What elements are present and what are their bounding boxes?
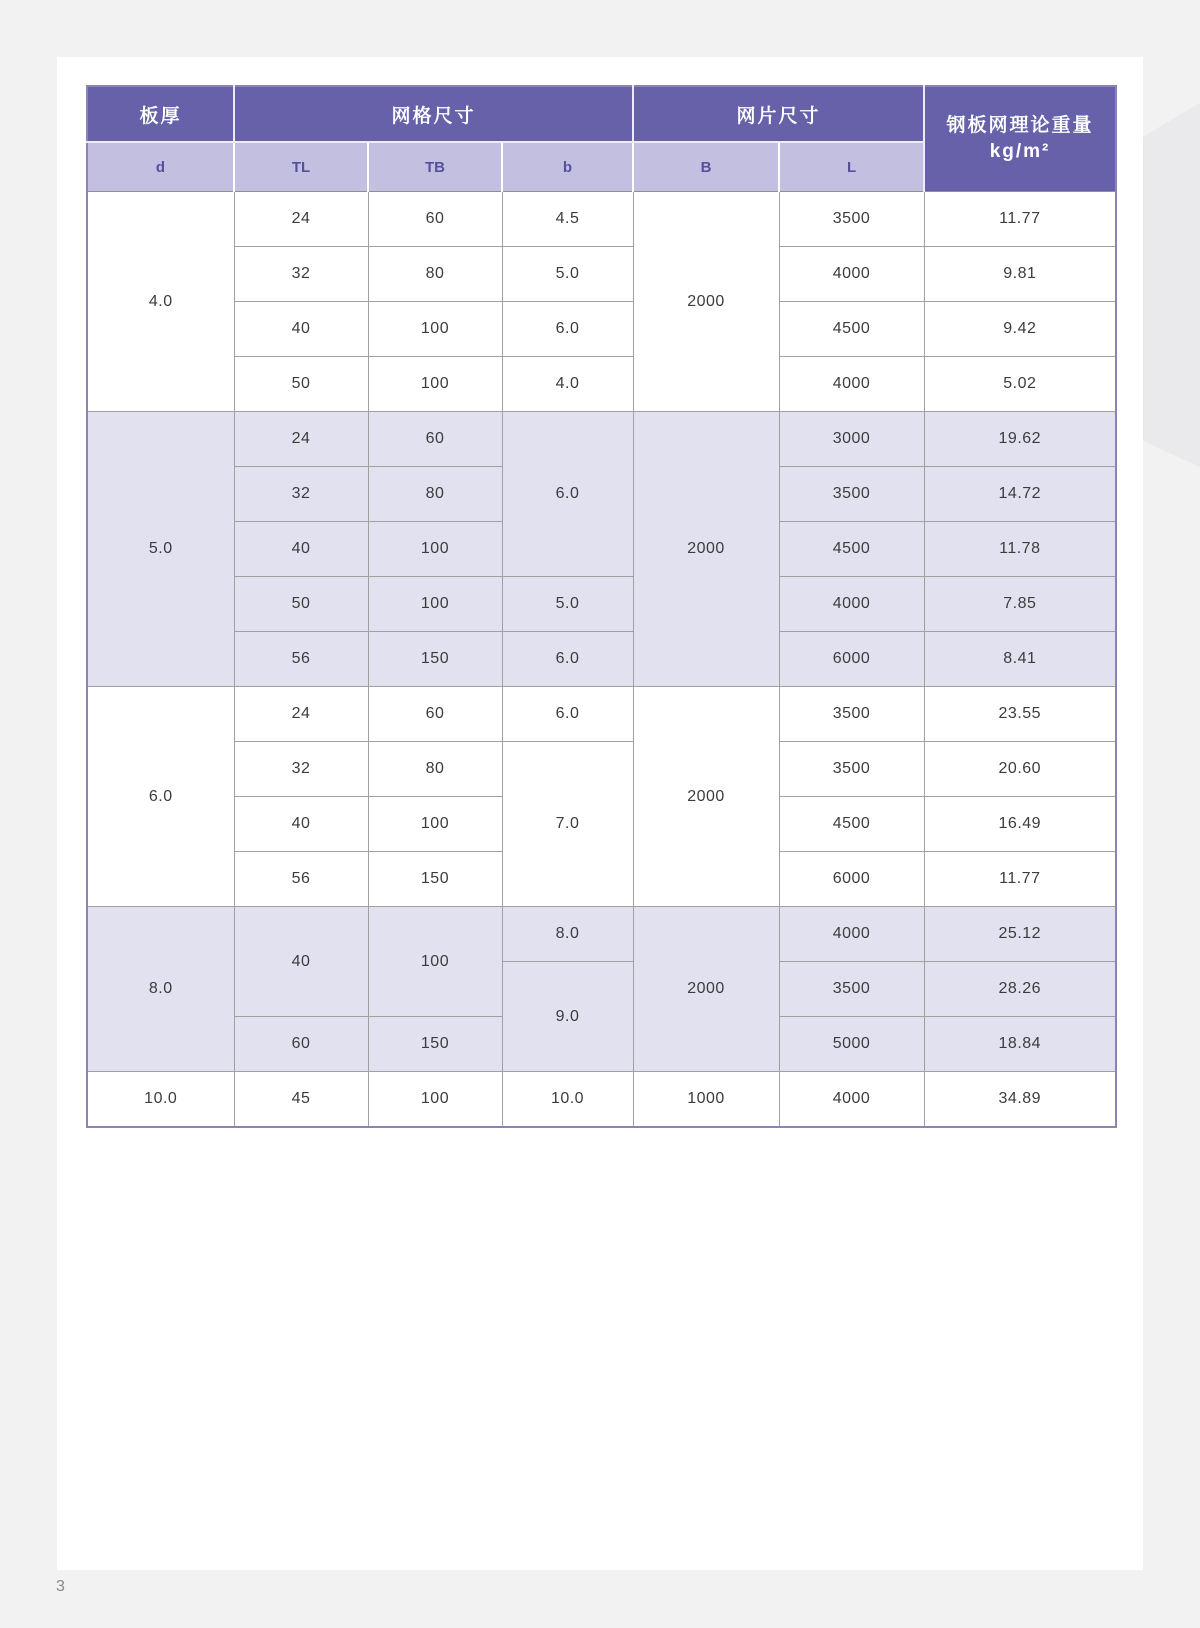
- table-cell: 60: [234, 1017, 368, 1072]
- table-cell: 24: [234, 192, 368, 247]
- table-cell: 4000: [779, 577, 924, 632]
- table-cell: 9.0: [502, 962, 633, 1072]
- table-cell: 40: [234, 522, 368, 577]
- table-cell: 6.0: [502, 412, 633, 577]
- subheader-B: B: [633, 142, 779, 192]
- table-cell: 3500: [779, 467, 924, 522]
- table-cell: 60: [368, 412, 502, 467]
- table-cell: 3500: [779, 742, 924, 797]
- table-cell: 23.55: [924, 687, 1116, 742]
- table-row: [87, 357, 1116, 412]
- table-cell: 5.02: [924, 357, 1116, 412]
- table-cell: 11.77: [924, 192, 1116, 247]
- table-cell: 34.89: [924, 1072, 1116, 1128]
- table-cell: 2000: [633, 412, 779, 687]
- table-cell: 6000: [779, 852, 924, 907]
- spec-table: [86, 85, 1117, 1128]
- table-cell: 3500: [779, 962, 924, 1017]
- table-cell: 45: [234, 1072, 368, 1128]
- subheader-tl: TL: [234, 142, 368, 192]
- table-cell: 14.72: [924, 467, 1116, 522]
- table-cell: 6.0: [502, 632, 633, 687]
- table-cell: 8.0: [502, 907, 633, 962]
- table-row: [87, 907, 1116, 962]
- table-cell: 60: [368, 192, 502, 247]
- table-cell: 2000: [633, 687, 779, 907]
- header-mesh-size: 网格尺寸: [234, 86, 633, 142]
- table-cell: 4500: [779, 522, 924, 577]
- table-cell: 11.77: [924, 852, 1116, 907]
- table-cell: 3500: [779, 687, 924, 742]
- table-cell: 24: [234, 412, 368, 467]
- header-theoretical-weight: [924, 86, 1116, 192]
- table-row: [87, 632, 1116, 687]
- table-cell: 3000: [779, 412, 924, 467]
- table-cell: 6000: [779, 632, 924, 687]
- table-cell: 150: [368, 1017, 502, 1072]
- table-cell: 4500: [779, 302, 924, 357]
- table-cell: 18.84: [924, 1017, 1116, 1072]
- table-cell: 80: [368, 247, 502, 302]
- table-cell: 7.0: [502, 742, 633, 907]
- table-cell: 6.0: [502, 302, 633, 357]
- table-cell: 4500: [779, 797, 924, 852]
- table-cell: 80: [368, 467, 502, 522]
- table-cell: 25.12: [924, 907, 1116, 962]
- table-cell: 6.0: [502, 687, 633, 742]
- background-decoration: [1141, 103, 1200, 467]
- subheader-b: b: [502, 142, 633, 192]
- table-cell: 8.41: [924, 632, 1116, 687]
- table-cell: 19.62: [924, 412, 1116, 467]
- table-cell: 56: [234, 852, 368, 907]
- page-number: 3: [56, 1578, 65, 1595]
- table-row: [87, 742, 1116, 797]
- table-cell: 6.0: [87, 687, 234, 907]
- table-cell: 24: [234, 687, 368, 742]
- subheader-d: d: [87, 142, 234, 192]
- header-row-groups: [87, 86, 1116, 142]
- table-cell: 40: [234, 907, 368, 1017]
- table-cell: 4000: [779, 357, 924, 412]
- table-cell: 9.42: [924, 302, 1116, 357]
- table-cell: 56: [234, 632, 368, 687]
- table-cell: 32: [234, 467, 368, 522]
- table-cell: 32: [234, 742, 368, 797]
- header-sheet-size: 网片尺寸: [633, 86, 924, 142]
- table-row: [87, 577, 1116, 632]
- table-cell: 20.60: [924, 742, 1116, 797]
- table-row: [87, 412, 1116, 467]
- table-cell: 50: [234, 357, 368, 412]
- table-cell: 60: [368, 687, 502, 742]
- table-header: [87, 86, 1116, 192]
- document-page: [57, 57, 1143, 1570]
- subheader-tb: TB: [368, 142, 502, 192]
- table-cell: 10.0: [502, 1072, 633, 1128]
- table-cell: 100: [368, 577, 502, 632]
- table-body: [87, 192, 1116, 1128]
- table-row: [87, 1072, 1116, 1128]
- table-cell: 10.0: [87, 1072, 234, 1128]
- table-cell: 100: [368, 522, 502, 577]
- table-cell: 150: [368, 632, 502, 687]
- table-cell: 100: [368, 797, 502, 852]
- table-cell: 5000: [779, 1017, 924, 1072]
- header-plate-thickness: 板厚: [87, 86, 234, 142]
- header-weight-title: 钢板网理论重量: [946, 115, 1094, 137]
- table-row: [87, 192, 1116, 247]
- table-cell: 16.49: [924, 797, 1116, 852]
- table-cell: 4.0: [87, 192, 234, 412]
- table-row: [87, 302, 1116, 357]
- table-cell: 5.0: [87, 412, 234, 687]
- table-cell: 5.0: [502, 247, 633, 302]
- table-cell: 100: [368, 1072, 502, 1128]
- table-cell: 2000: [633, 907, 779, 1072]
- table-cell: 4000: [779, 1072, 924, 1128]
- table-cell: 100: [368, 302, 502, 357]
- table-cell: 4000: [779, 907, 924, 962]
- table-cell: 40: [234, 797, 368, 852]
- table-cell: 40: [234, 302, 368, 357]
- table-cell: 4.5: [502, 192, 633, 247]
- table-cell: 1000: [633, 1072, 779, 1128]
- table-cell: 5.0: [502, 577, 633, 632]
- table-cell: 80: [368, 742, 502, 797]
- table-cell: 4.0: [502, 357, 633, 412]
- table-cell: 11.78: [924, 522, 1116, 577]
- table-cell: 50: [234, 577, 368, 632]
- table-cell: 7.85: [924, 577, 1116, 632]
- table-cell: 4000: [779, 247, 924, 302]
- table-cell: 32: [234, 247, 368, 302]
- table-cell: 8.0: [87, 907, 234, 1072]
- table-cell: 100: [368, 907, 502, 1017]
- table-row: [87, 687, 1116, 742]
- table-cell: 28.26: [924, 962, 1116, 1017]
- table-row: [87, 247, 1116, 302]
- table-cell: 3500: [779, 192, 924, 247]
- header-weight-unit: kg/m²: [989, 141, 1051, 162]
- subheader-L: L: [779, 142, 924, 192]
- table-cell: 9.81: [924, 247, 1116, 302]
- table-cell: 150: [368, 852, 502, 907]
- table-cell: 2000: [633, 192, 779, 412]
- table-cell: 100: [368, 357, 502, 412]
